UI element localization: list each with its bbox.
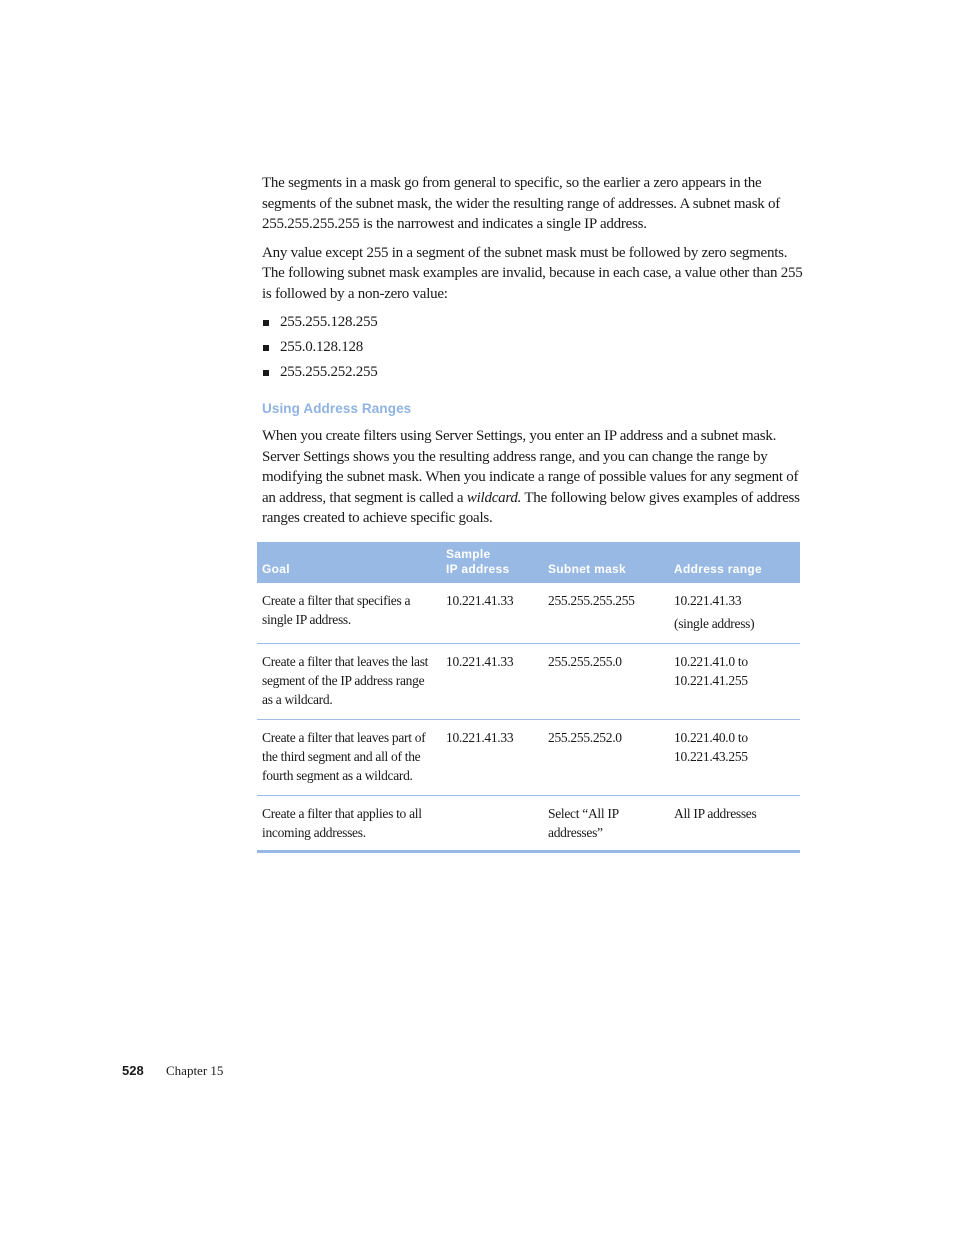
paragraph-invalid-values: Any value except 255 in a segment of the subnet mask must be followed by zero segments. The following subnet mask examples are invalid, because in each case, a value other than 255 is followed by a non-zero value: — [262, 244, 803, 302]
intro-text-end: The following below gives examples of address ranges created to achieve specific goals. — [262, 489, 800, 526]
square-bullet-icon — [263, 345, 269, 351]
range-value: 10.221.41.33 — [674, 593, 742, 608]
cell-mask: 255.255.252.0 — [543, 720, 669, 796]
table-row — [257, 796, 800, 852]
intro-text: When you create filters using Server Settings, you enter an IP address and a subnet mask. Server Settings shows you the resulting address range, and you can change the range by modifying the subnet mask. When you indicate a range of possible values for any segment of an address, that segment is called a — [262, 428, 799, 506]
square-bullet-icon — [263, 370, 269, 376]
list-item — [262, 337, 804, 357]
page-number: 528 — [122, 1063, 144, 1078]
table-row — [257, 720, 800, 796]
address-range-table-container — [257, 542, 800, 853]
header-sample-line2: IP address — [446, 562, 510, 576]
cell-goal: Create a filter that leaves the last segment of the IP address range as a wildcard. — [257, 644, 441, 720]
invalid-mask-list — [262, 312, 804, 382]
header-address-range: Address range — [669, 542, 800, 583]
list-item — [262, 312, 804, 332]
page-content — [262, 173, 804, 537]
page-footer — [122, 1063, 223, 1079]
cell-goal: Create a filter that specifies a single IP address. — [257, 583, 441, 644]
cell-mask: Select “All IP addresses” — [543, 796, 669, 852]
cell-mask: 255.255.255.255 — [543, 583, 669, 644]
section-heading: Using Address Ranges — [262, 401, 412, 416]
cell-range: 10.221.41.0 to 10.221.41.255 — [669, 644, 800, 720]
list-item — [262, 362, 804, 382]
table-row — [257, 583, 800, 644]
cell-goal: Create a filter that applies to all incoming addresses. — [257, 796, 441, 852]
cell-ip — [441, 796, 543, 852]
cell-range — [669, 583, 800, 644]
chapter-label: Chapter 15 — [166, 1063, 224, 1078]
header-sample-line1: Sample — [446, 547, 491, 561]
cell-range: 10.221.40.0 to 10.221.43.255 — [669, 720, 800, 796]
cell-ip: 10.221.41.33 — [441, 583, 543, 644]
header-sample-ip — [441, 542, 543, 583]
header-subnet-mask: Subnet mask — [543, 542, 669, 583]
table-header-row — [257, 542, 800, 583]
cell-goal: Create a filter that leaves part of the third segment and all of the fourth segment as a wildcard. — [257, 720, 441, 796]
paragraph-address-ranges — [262, 426, 804, 529]
cell-ip: 10.221.41.33 — [441, 720, 543, 796]
table-row — [257, 644, 800, 720]
wildcard-term: wildcard. — [466, 489, 522, 506]
range-note: (single address) — [674, 616, 755, 631]
list-item-text: 255.255.128.255 — [280, 314, 378, 330]
list-item-text: 255.0.128.128 — [280, 339, 363, 355]
cell-range: All IP addresses — [669, 796, 800, 852]
cell-mask: 255.255.255.0 — [543, 644, 669, 720]
cell-ip: 10.221.41.33 — [441, 644, 543, 720]
square-bullet-icon — [263, 320, 269, 326]
paragraph-segments: The segments in a mask go from general to specific, so the earlier a zero appears in the segments of the subnet mask, the wider the resulting range of addresses. A subnet mask of 255.255.255.255 is the narrowest and indicates a single IP address. — [262, 175, 781, 232]
address-range-table — [257, 542, 800, 853]
list-item-text: 255.255.252.255 — [280, 364, 378, 380]
header-goal: Goal — [257, 542, 441, 583]
